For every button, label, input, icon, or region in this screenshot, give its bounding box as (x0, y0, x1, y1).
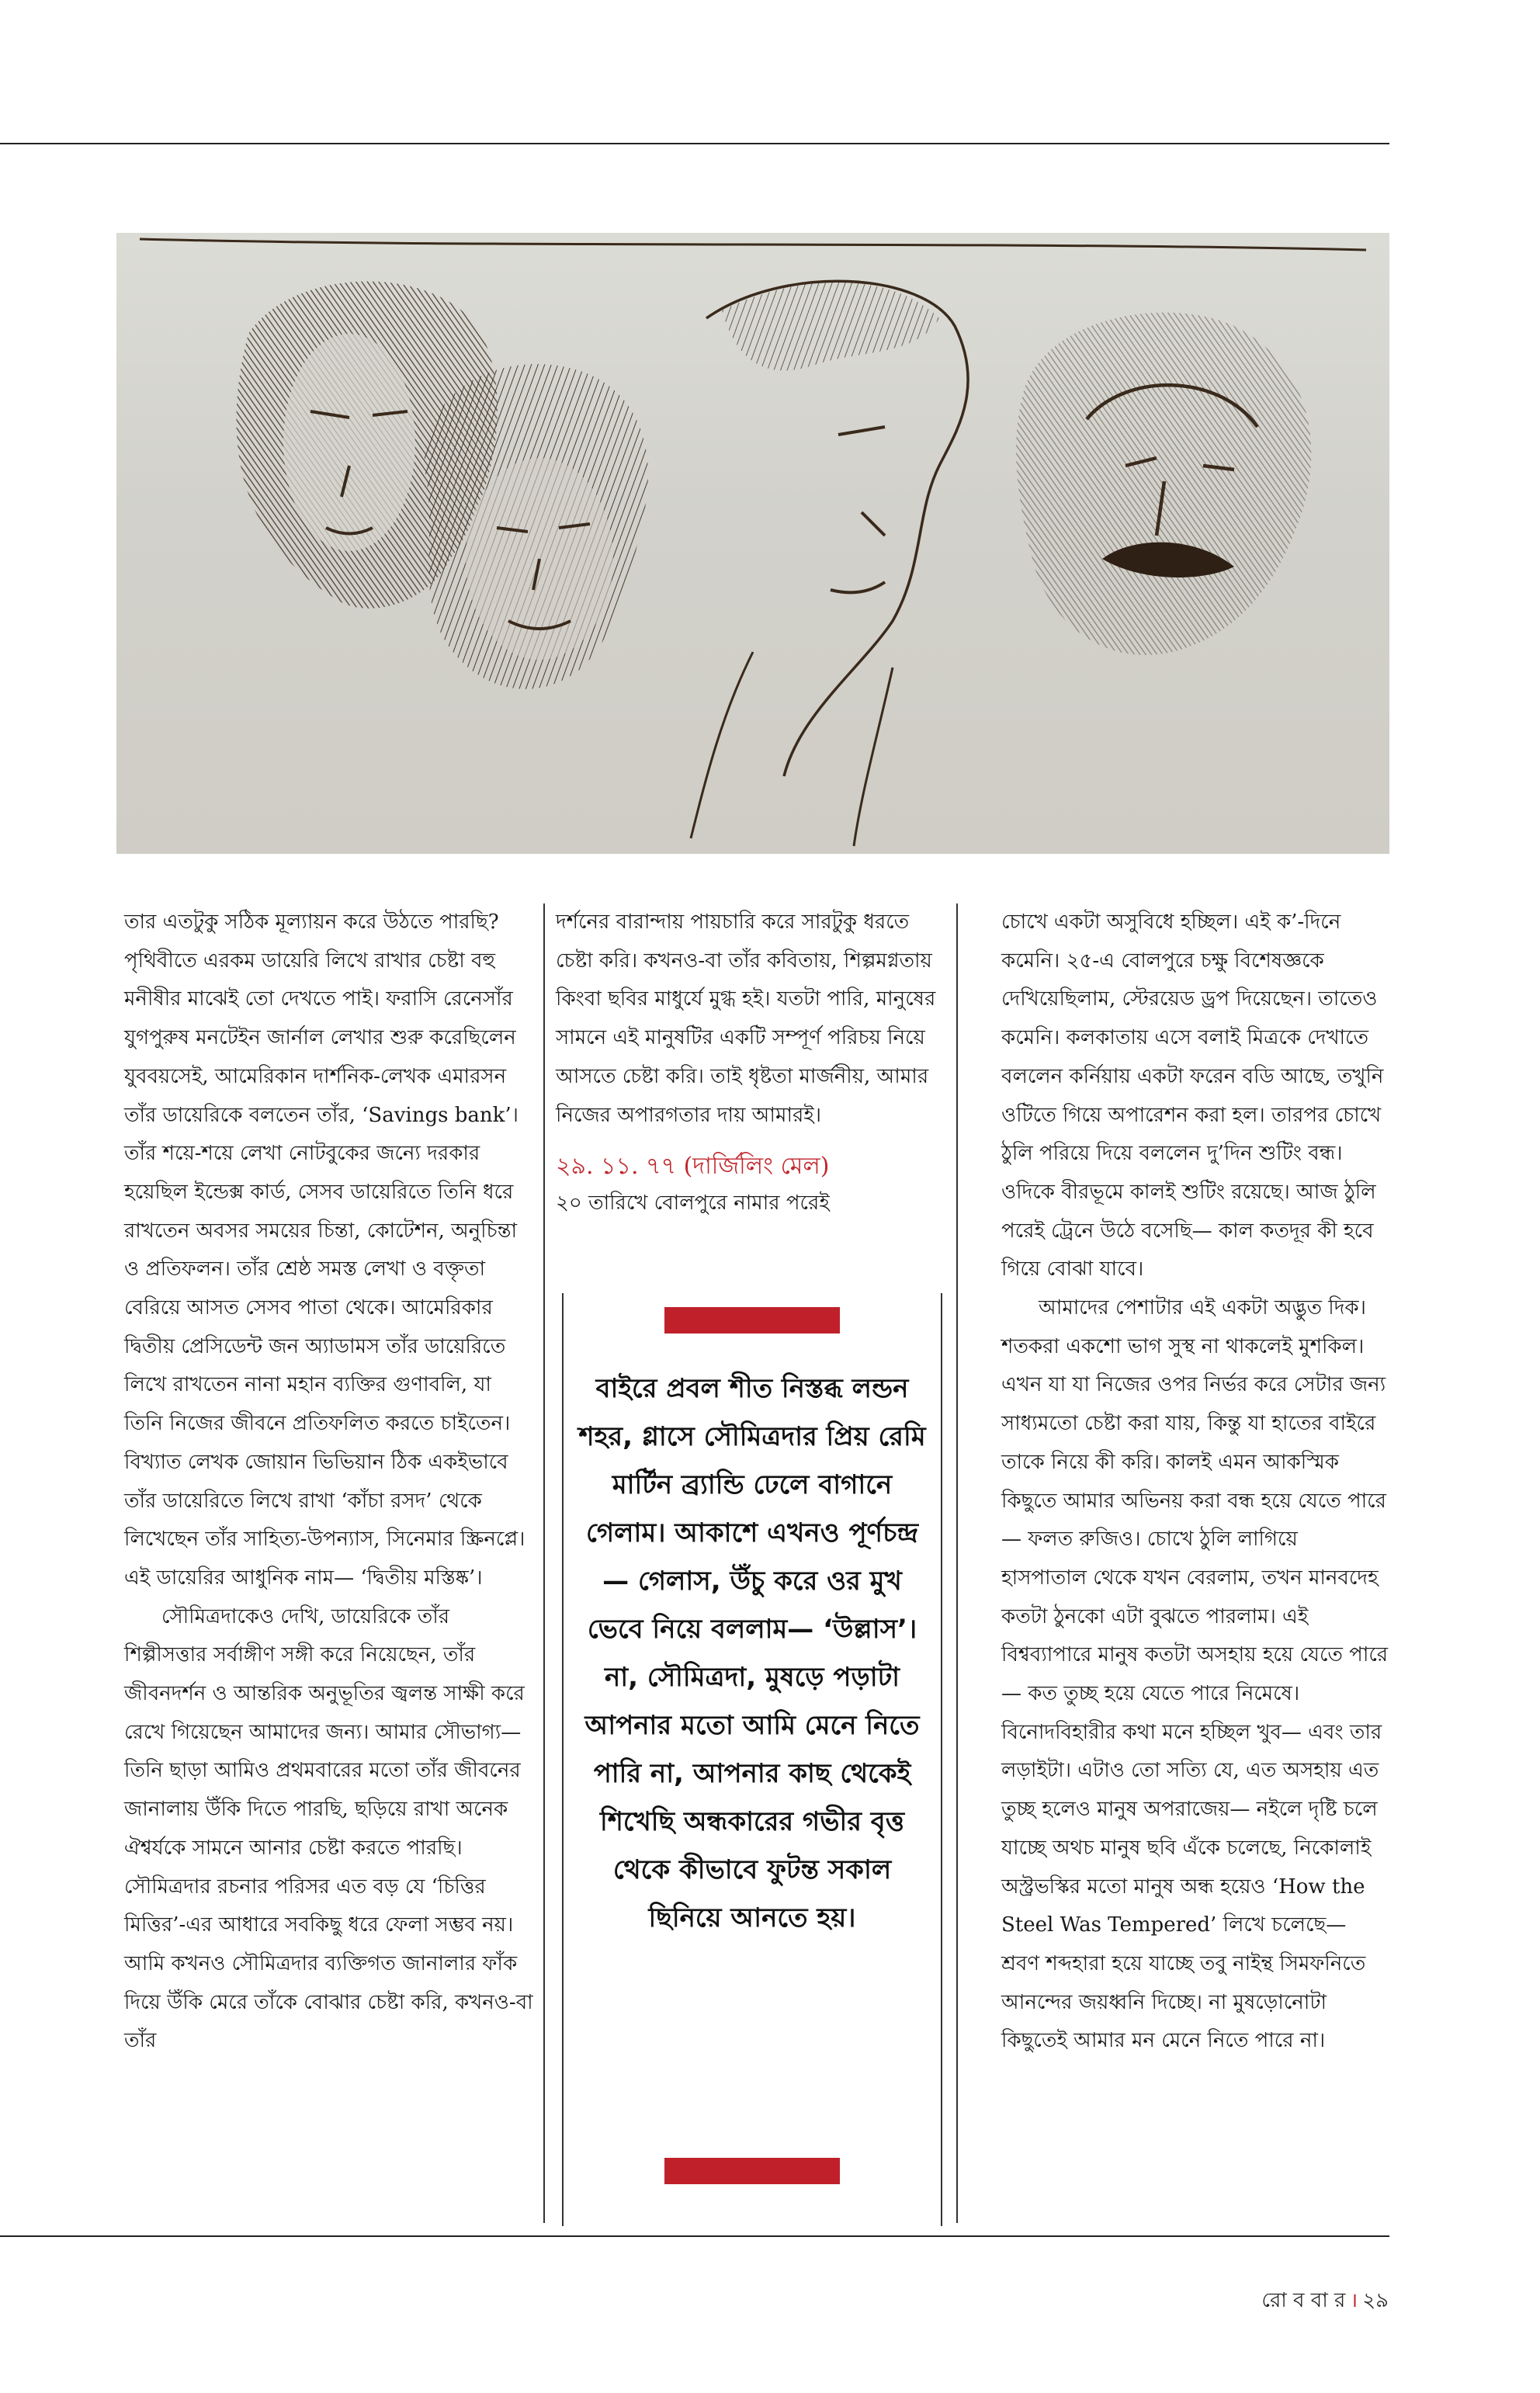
paragraph: দর্শনের বারান্দায় পায়চারি করে সারটুকু ধরতে চেষ্টা করি। কখনও-বা তাঁর কবিতায়, শিল্পমগ্নতায় কিংবা ছবির মাধুর্যে মুগ্ধ হই। যতটা পারি, মানুষের সামনে এই মানুষটির একটি সম্পূর্ণ পরিচয় নিয়ে আসতে চেষ্টা করি। তাই ধৃষ্টতা মার্জনীয়, আমার নিজের অপারগতার দায় আমারই। (556, 910, 936, 1127)
folio-separator: । (1350, 2289, 1358, 2312)
page-folio (1261, 2284, 1389, 2318)
paragraph: তার এতটুকু সঠিক মূল্যায়ন করে উঠতে পারছি? পৃথিবীতে এরকম ডায়েরি লিখে রাখার চেষ্টা বহু মনীষীর মাঝেই তো দেখতে পাই। ফরাসি রেনেসাঁর যুগপুরুষ মনটেইন জার্নাল লেখার শুরু করেছিলেন যুববয়সেই, আমেরিকান দার্শনিক-লেখক এমারসন তাঁর ডায়েরিকে বলতেন তাঁর, ‘Savings bank’। তাঁর শয়ে-শয়ে লেখা নোটবুকের জন্যে দরকার হয়েছিল ইন্ডেক্স কার্ড, সেসব ডায়েরিতে তিনি ধরে রাখতেন অবসর সময়ের চিন্তা, কোটেশন, অনুচিন্তা ও প্রতিফলন। তাঁর শ্রেষ্ঠ সমস্ত লেখা ও বক্তৃতা বেরিয়ে আসত সেসব পাতা থেকে। আমেরিকার দ্বিতীয় প্রেসিডেন্ট জন অ্যাডামস তাঁর ডায়েরিতে লিখে রাখতেন নানা মহান ব্যক্তির গুণাবলি, যা তিনি নিজের জীবনে প্রতিফলিত করতে চাইতেন। বিখ্যাত লেখক জোয়ান ভিভিয়ান ঠিক একইভাবে তাঁর ডায়েরিতে লিখে রাখা ‘কাঁচা রসদ’ থেকে লিখেছেন তাঁর সাহিত্য-উপন্যাস, সিনেমার স্ক্রিনপ্লে। এই ডায়েরির আধুনিক নাম— ‘দ্বিতীয় মস্তিষ্ক’। (124, 910, 525, 1590)
bottom-rule (0, 2235, 1389, 2237)
article-column-2 (556, 903, 944, 1223)
mustached-man-face-sketch (1016, 313, 1311, 655)
magazine-name: রো ব বা র (1261, 2289, 1346, 2312)
diary-dateline: ২৯. ১১. ৭৭ (দার্জিলিং মেল) (556, 1153, 830, 1181)
pull-quote-box (562, 1293, 942, 2226)
paragraph: চোখে একটা অসুবিধে হচ্ছিল। এই ক’-দিনে কমেনি। ২৫-এ বোলপুরে চক্ষু বিশেষজ্ঞকে দেখিয়েছিলাম, স্টেরয়েড ড্রপ দিয়েছেন। তাতেও কমেনি। কলকাতায় এসে বলাই মিত্রকে দেখাতে বললেন কর্নিয়ায় একটা ফরেন বডি আছে, তখুনি ওটিতে গিয়ে অপারেশন করা হল। তারপর চোখে ঠুলি পরিয়ে দিয়ে বললেন দু’দিন শুটিং বন্ধ। ওদিকে বীরভূমে কালই শুটিং রয়েছে। আজ ঠুলি পরেই ট্রেনে উঠে বসেছি— কাল কতদূর কী হবে গিয়ে বোঝা যাবে। (1001, 910, 1384, 1281)
pull-quote-top-bar (664, 1307, 840, 1333)
pull-quote-bottom-bar (664, 2158, 840, 2184)
page-number: ২৯ (1362, 2289, 1389, 2312)
top-rule (0, 143, 1389, 144)
young-man-face-sketch (425, 364, 648, 689)
paragraph: আমাদের পেশাটার এই একটা অদ্ভুত দিক। শতকরা একশো ভাগ সুস্থ না থাকলেই মুশকিল। এখন যা যা নিজের ওপর নির্ভর করে সেটার জন্য সাধ্যমতো চেষ্টা করা যায়, কিন্তু যা হাতের বাইরে তাকে নিয়ে কী করি। কালই এমন আকস্মিক কিছুতে আমার অভিনয় করা বন্ধ হয়ে যেতে পারে— ফলত রুজিও। চোখে ঠুলি লাগিয়ে হাসপাতাল থেকে যখন বেরলাম, তখন মানবদেহ কতটা ঠুনকো এটা বুঝতে পারলাম। এই বিশ্বব্যাপারে মানুষ কতটা অসহায় হয়ে যেতে পারে— কত তুচ্ছ হয়ে যেতে পারে নিমেষে। বিনোদবিহারীর কথা মনে হচ্ছিল খুব— এবং তার লড়াইটা। এটাও তো সত্যি যে, এত অসহায় এত তুচ্ছ হলেও মানুষ অপরাজেয়— নইলে দৃষ্টি চলে যাচ্ছে অথচ মানুষ ছবি এঁকে চলেছে, নিকোলাই অস্ট্রভস্কির মতো মানুষ অন্ধ হয়েও ‘How the Steel Was Tempered’ লিখে চলেছে— শ্রবণ শব্দহারা হয়ে যাচ্ছে তবু নাইন্থ সিমফনিতে আনন্দের জয়ধ্বনি দিচ্ছে। না মুষড়োনোটা কিছুতেই আমার মন মেনে নিতে পারে না। (1001, 1296, 1389, 2053)
sketch-illustration (116, 233, 1389, 854)
pull-quote-text: বাইরে প্রবল শীত নিস্তব্ধ লন্ডন শহর, গ্লাসে সৌমিত্রদার প্রিয় রেমি মার্টিন ব্র্যান্ডি ঢেলে বাগানে গেলাম। আকাশে এখনও পূর্ণচন্দ্র— গেলাস, উঁচু করে ওর মুখ ভেবে নিয়ে বললাম— ‘উল্লাস’। না, সৌমিত্রদা, মুষড়ে পড়াটা আপনার মতো আমি মেনে নিতে পারি না, আপনার কাছ থেকেই শিখেছি অন্ধকারের গভীর বৃত্ত থেকে কীভাবে ফুটন্ত সকাল ছিনিয়ে আনতে হয়। (578, 1373, 926, 1933)
paragraph: সৌমিত্রদাকেও দেখি, ডায়েরিকে তাঁর শিল্পীসত্তার সর্বাঙ্গীণ সঙ্গী করে নিয়েছেন, তাঁর জীবনদর্শন ও আন্তরিক অনুভূতির জ্বলন্ত সাক্ষী করে রেখে গিয়েছেন আমাদের জন্য। আমার সৌভাগ্য— তিনি ছাড়া আমিও প্রথমবারের মতো তাঁর জীবনের জানালায় উঁকি দিতে পারছি, ছড়িয়ে রাখা অনেক ঐশ্বর্যকে সামনে আনার চেষ্টা করতে পারছি। সৌমিত্রদার রচনার পরিসর এত বড় যে ‘চিত্তির মিত্তির’-এর আধারে সবকিছু ধরে ফেলা সম্ভব নয়। আমি কখনও সৌমিত্রদার ব্যক্তিগত জানালার ফাঁক দিয়ে উঁকি মেরে তাঁকে বোঝার চেষ্টা করি, কখনও-বা তাঁর (124, 1604, 533, 2053)
column-rule (543, 903, 545, 2223)
article-column-1 (124, 903, 536, 2061)
diary-entry-start: ২০ তারিখে বোলপুরে নামার পরেই (556, 1191, 830, 1216)
column-rule (956, 903, 958, 2223)
profile-face-sketch (691, 281, 968, 846)
article-column-3 (1001, 903, 1389, 2061)
